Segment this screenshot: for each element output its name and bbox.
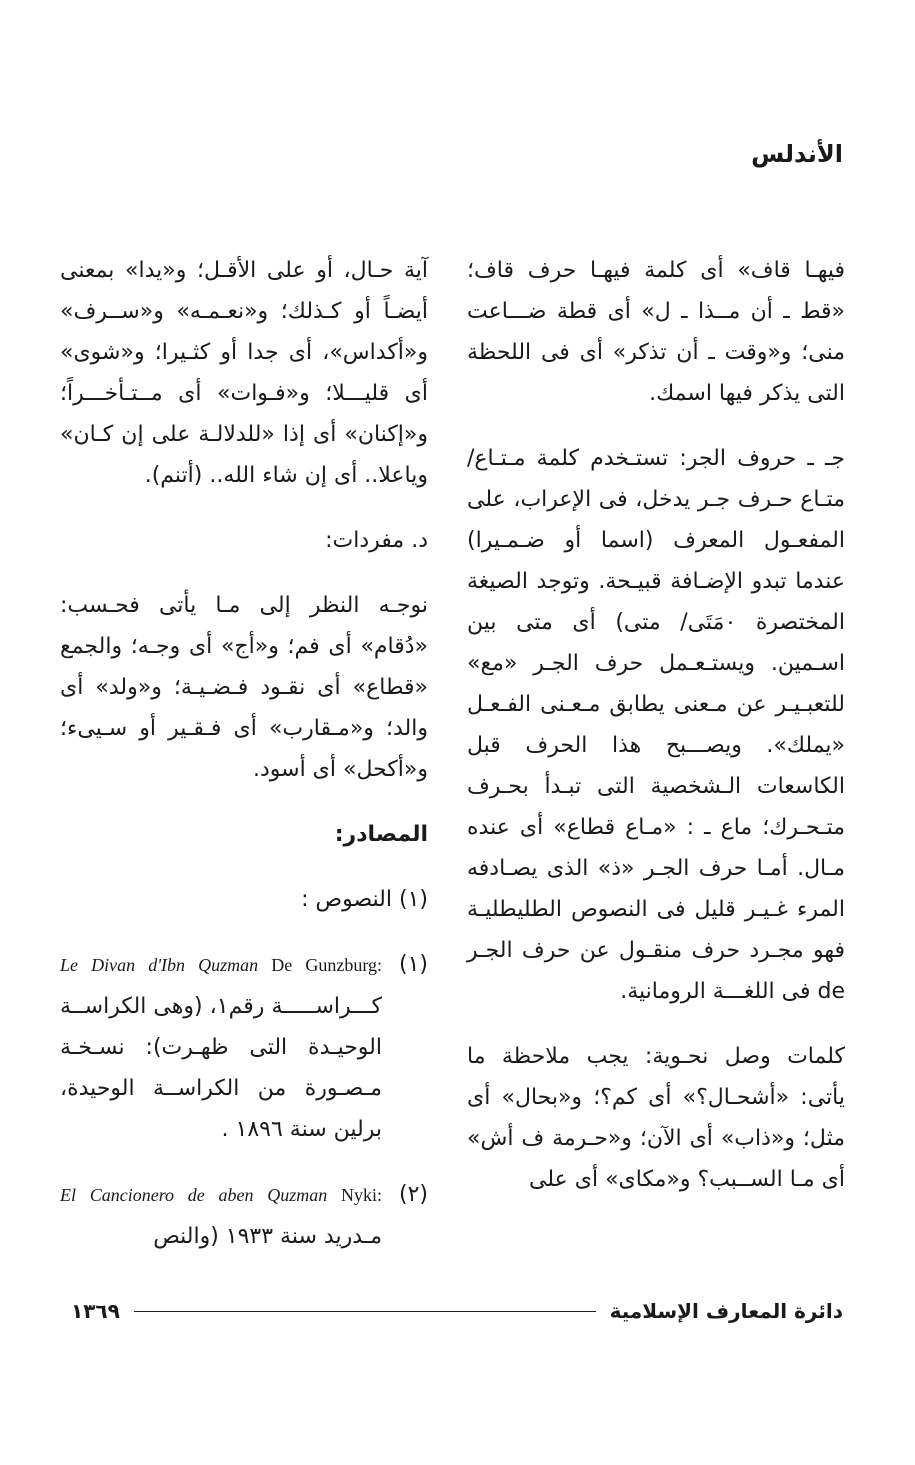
running-title: الأندلس bbox=[751, 140, 843, 168]
page-footer bbox=[71, 1296, 843, 1326]
reference-number: (٢) bbox=[398, 1182, 428, 1207]
paragraph: جـ ـ حروف الجر: تستـخدم كلمة مـتـاع/ متـاع حـرف جـر يدخل، فى الإعراب، على المفعـول المعرف (اسما أو ضـمـيرا) عندما تبدو الإضـافة قبيـحة. وتوجد الصيغة المختصرة ٠مَتَى/ متى) أى متى بين اسـمين. ويستـعـمل حرف الجـر «مع» للتعبـيـر عن مـعنى يطابق مـعـنى الفـعـل «يملك». ويصـــبح هذا الحرف قبل الكاسعات الـشخصية التى تبـدأ بحـرف متـحـرك؛ ماع ـ : «مـاع قطاع» أى عنده مـال. أمـا حرف الجـر «ذ» الذى يصـادفه المرء غـيـر قليل فى النصوص الطليطليـة فهو مجـرد حرف منقـول عن حرف الجـر de فى اللغـــة الرومانية. bbox=[467, 446, 845, 1004]
reference-author: De Gunzburg: bbox=[271, 955, 382, 975]
section-heading-texts: (١) النصوص : bbox=[301, 887, 428, 912]
right-column bbox=[467, 250, 845, 1224]
reference-number: (١) bbox=[398, 952, 428, 977]
reference-title: El Cancionero de aben Quzman bbox=[60, 1185, 328, 1205]
left-column bbox=[60, 250, 428, 1281]
reference-description: مـدريد سنة ١٩٣٣ (والنص bbox=[153, 1224, 382, 1249]
footer-title: دائرة المعارف الإسلامية bbox=[609, 1299, 843, 1323]
paragraph: كلمات وصل نحـوية: يجب ملاحظة ما يأتى: «أشحـال؟» أى كم؟؛ و«بحال» أى مثل؛ و«ذاب» أى الآن؛ و«حـرمة ف أش» أى مـا الســبب؟ و«مكاى» أى على bbox=[467, 1044, 845, 1192]
page-number: ١٣٦٩ bbox=[71, 1299, 120, 1323]
paragraph: نوجـه النظر إلى مـا يأتى فحـسب: «دُقام» أى فم؛ و«أج» أى وجـه؛ والجمع «قطاع» أى نقـود فـضـيـة؛ و«ولد» أى والد؛ و«مـقارب» أى فـقـير أو سـيىء؛ و«أكحل» أى أسود. bbox=[60, 593, 428, 782]
footer-rule bbox=[134, 1311, 596, 1312]
section-heading-sources: المصادر: bbox=[334, 822, 428, 847]
reference-latin bbox=[60, 955, 382, 975]
reference-title: Le Divan d'Ibn Quzman bbox=[60, 955, 259, 975]
reference-author: Nyki: bbox=[340, 1185, 382, 1205]
section-heading-vocabulary: د. مفردات: bbox=[325, 528, 428, 553]
reference-description: كـــراســـــة رقم١، (وهى الكراســة الوحيـدة التى ظهـرت): نسـخـة مـصـورة من الكراســة الوحيدة، برلين سنة ١٨٩٦ . bbox=[60, 994, 382, 1142]
reference-entry bbox=[60, 1174, 428, 1257]
paragraph: آية حـال، أو على الأقـل؛ و«يدا» بمعنى أيضـاً أو كـذلك؛ و«نعـمـه» و«ســرف» و«أكداس»، أى جدا أو كثـيرا؛ و«شوى» أى قليـــلا؛ و«فـوات» أى مــتـأخـــراً؛ و«إكنان» أى إذا «للدلالـة على إن كـان» وياعلا.. أى إن شاء الله.. (أتنم). bbox=[60, 258, 428, 488]
paragraph: فيهـا قاف» أى كلمة فيهـا حرف قاف؛ «قط ـ أن مــذا ـ ل» أى قطة ضـــاعت منى؛ و«وقت ـ أن تذكر» أى فى اللحظة التى يذكر فيها اسمك. bbox=[467, 258, 845, 406]
reference-entry bbox=[60, 944, 428, 1150]
reference-latin bbox=[60, 1185, 382, 1205]
